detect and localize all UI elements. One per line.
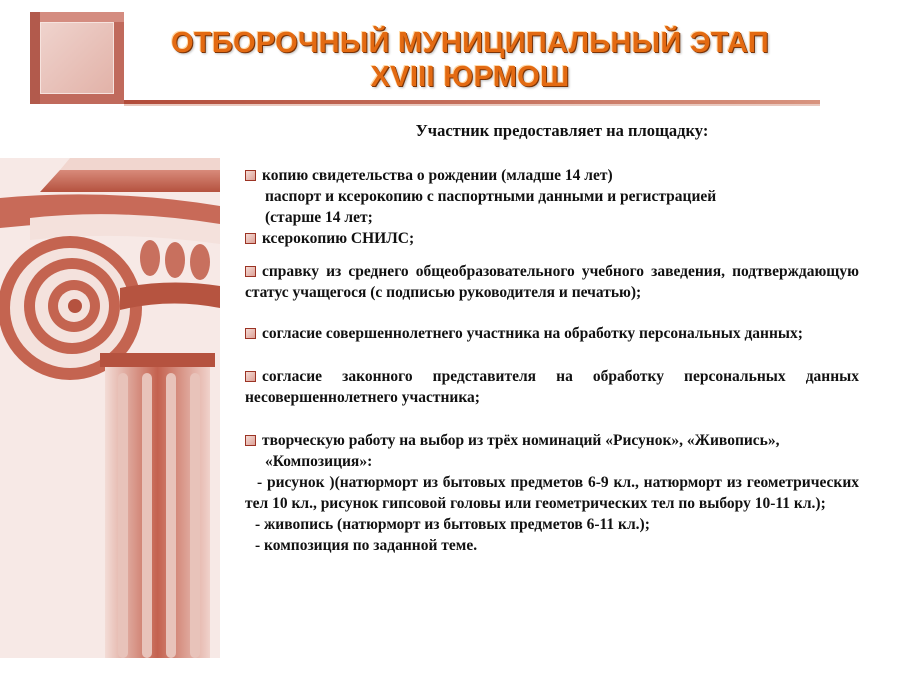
list-item-birth-certificate xyxy=(245,165,859,228)
item1-line2: паспорт и ксерокопию с паспортными данными и регистрацией xyxy=(265,188,717,205)
item6-line2: «Композиция»: xyxy=(265,453,373,470)
item3-text: справку из среднего общеобразовательного учебного заведения, подтверждающую статус учащегося (с подписью руководителя и печатью); xyxy=(245,263,859,301)
item1-line1: копию свидетельства о рождении (младше 14 лет) xyxy=(262,167,613,184)
square-bullet-icon xyxy=(245,170,256,181)
list-item-school-certificate xyxy=(245,261,859,303)
square-bullet-icon xyxy=(245,266,256,277)
item6-line1: творческую работу на выбор из трёх номинаций «Рисунок», «Живопись», xyxy=(262,432,780,449)
item6-sub-drawing: - рисунок )(натюрморт из бытовых предметов 6-9 кл., натюрморт из геометрических тел 10 кл., рисунок гипсовой головы или геометрических тел по выбору 10-11 кл.); xyxy=(245,474,859,512)
item6-sub-painting: - живопись (натюрморт из бытовых предметов 6-11 кл.); xyxy=(255,516,650,533)
square-bullet-icon xyxy=(245,371,256,382)
square-bullet-icon xyxy=(245,328,256,339)
frame-bevel-left xyxy=(30,12,40,104)
title-line-2: XVIII ЮРМОШ xyxy=(370,61,570,93)
page-title xyxy=(140,26,800,94)
title-line-1: ОТБОРОЧНЫЙ МУНИЦИПАЛЬНЫЙ ЭТАП xyxy=(170,27,769,59)
section-heading: Участник предоставляет на площадку: xyxy=(415,121,709,140)
list-item-adult-consent xyxy=(245,323,859,344)
ionic-column-illustration xyxy=(0,158,220,658)
item4-text: согласие совершеннолетнего участника на обработку персональных данных; xyxy=(262,325,803,342)
item5-text: согласие законного представителя на обработку персональных данных несовершеннолетнего участника; xyxy=(245,368,859,406)
header-rule-shadow xyxy=(124,104,820,106)
item2-text: ксерокопию СНИЛС; xyxy=(262,230,415,247)
item1-line3: (старше 14 лет; xyxy=(265,209,373,226)
square-bullet-icon xyxy=(245,233,256,244)
square-bullet-icon xyxy=(245,435,256,446)
list-item-snils xyxy=(245,228,859,249)
list-item-creative-work xyxy=(245,430,859,556)
frame-bevel-top xyxy=(30,12,124,22)
requirements-content xyxy=(245,120,859,556)
list-item-guardian-consent xyxy=(245,366,859,408)
decorative-frame xyxy=(30,12,124,104)
frame-inner-square xyxy=(40,22,114,94)
item6-sub-composition: - композиция по заданной теме. xyxy=(255,537,478,554)
